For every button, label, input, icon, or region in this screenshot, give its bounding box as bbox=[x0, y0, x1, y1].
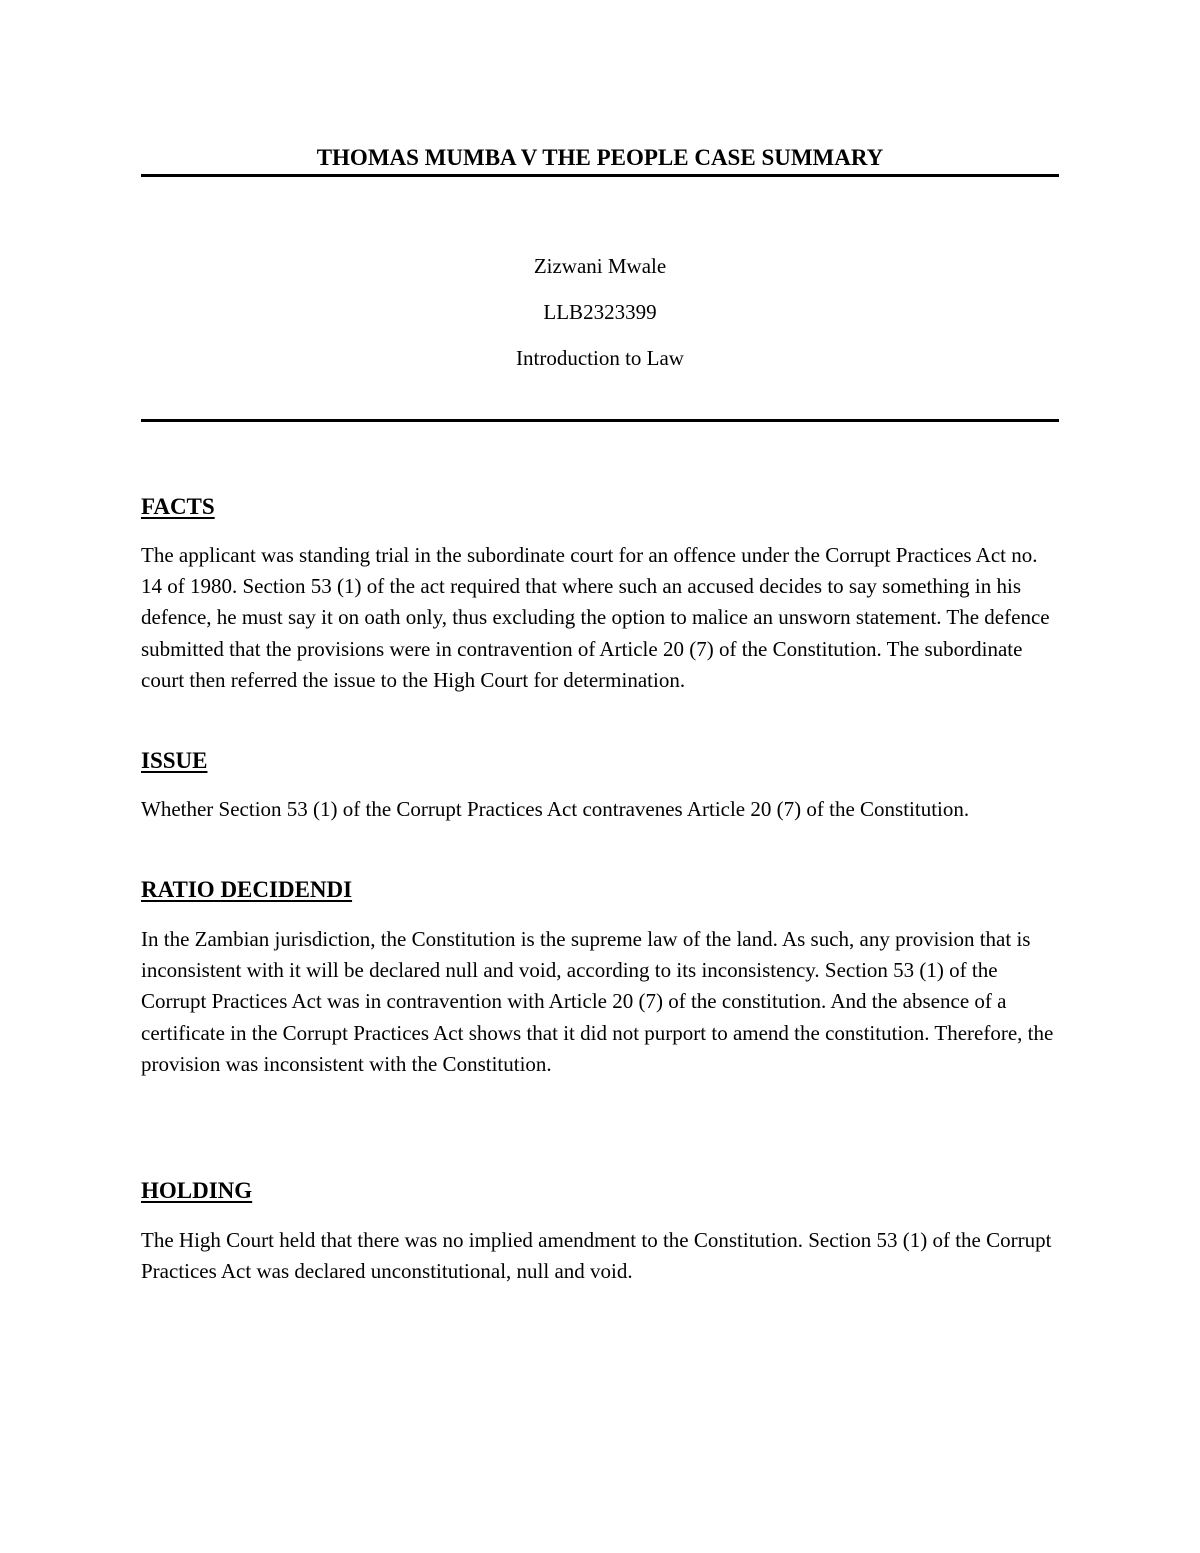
course-name: Introduction to Law bbox=[516, 346, 684, 370]
issue-heading: ISSUE bbox=[141, 748, 208, 773]
title-divider bbox=[141, 174, 1059, 177]
student-id: LLB2323399 bbox=[543, 300, 657, 324]
facts-heading: FACTS bbox=[141, 494, 215, 519]
document-title: THOMAS MUMBA V THE PEOPLE CASE SUMMARY bbox=[316, 145, 884, 170]
ratio-decidendi-paragraph: In the Zambian jurisdiction, the Constitution is the supreme law of the land. As such, any provision that is inconsistent with it will be declared null and void, according to its inconsistency. Section 53 (1) of the Corrupt Practices Act was in contravention with Article 20 (7) of the constitution. And the absence of a certificate in the Corrupt Practices Act shows that it did not purport to amend the constitution. Therefore, the provision was inconsistent with the Constitution. bbox=[141, 927, 1054, 1076]
facts-paragraph: The applicant was standing trial in the subordinate court for an offence under the Corrupt Practices Act no. 14 of 1980. Section 53 (1) of the act required that where such an accused decides to say something in his defence, he must say it on oath only, thus excluding the option to malice an unsworn statement. The defence submitted that the provisions were in contravention of Article 20 (7) of the Constitution. The subordinate court then referred the issue to the High Court for determination. bbox=[141, 543, 1050, 692]
ratio-decidendi-heading: RATIO DECIDENDI bbox=[141, 877, 353, 902]
author-name: Zizwani Mwale bbox=[533, 254, 667, 278]
holding-paragraph: The High Court held that there was no implied amendment to the Constitution. Section 53 (1) of the Corrupt Practices Act was declared unconstitutional, null and void. bbox=[141, 1228, 1052, 1284]
issue-paragraph: Whether Section 53 (1) of the Corrupt Practices Act contravenes Article 20 (7) of the Constitution. bbox=[141, 797, 970, 821]
holding-heading: HOLDING bbox=[141, 1178, 253, 1203]
header-divider bbox=[141, 419, 1059, 422]
